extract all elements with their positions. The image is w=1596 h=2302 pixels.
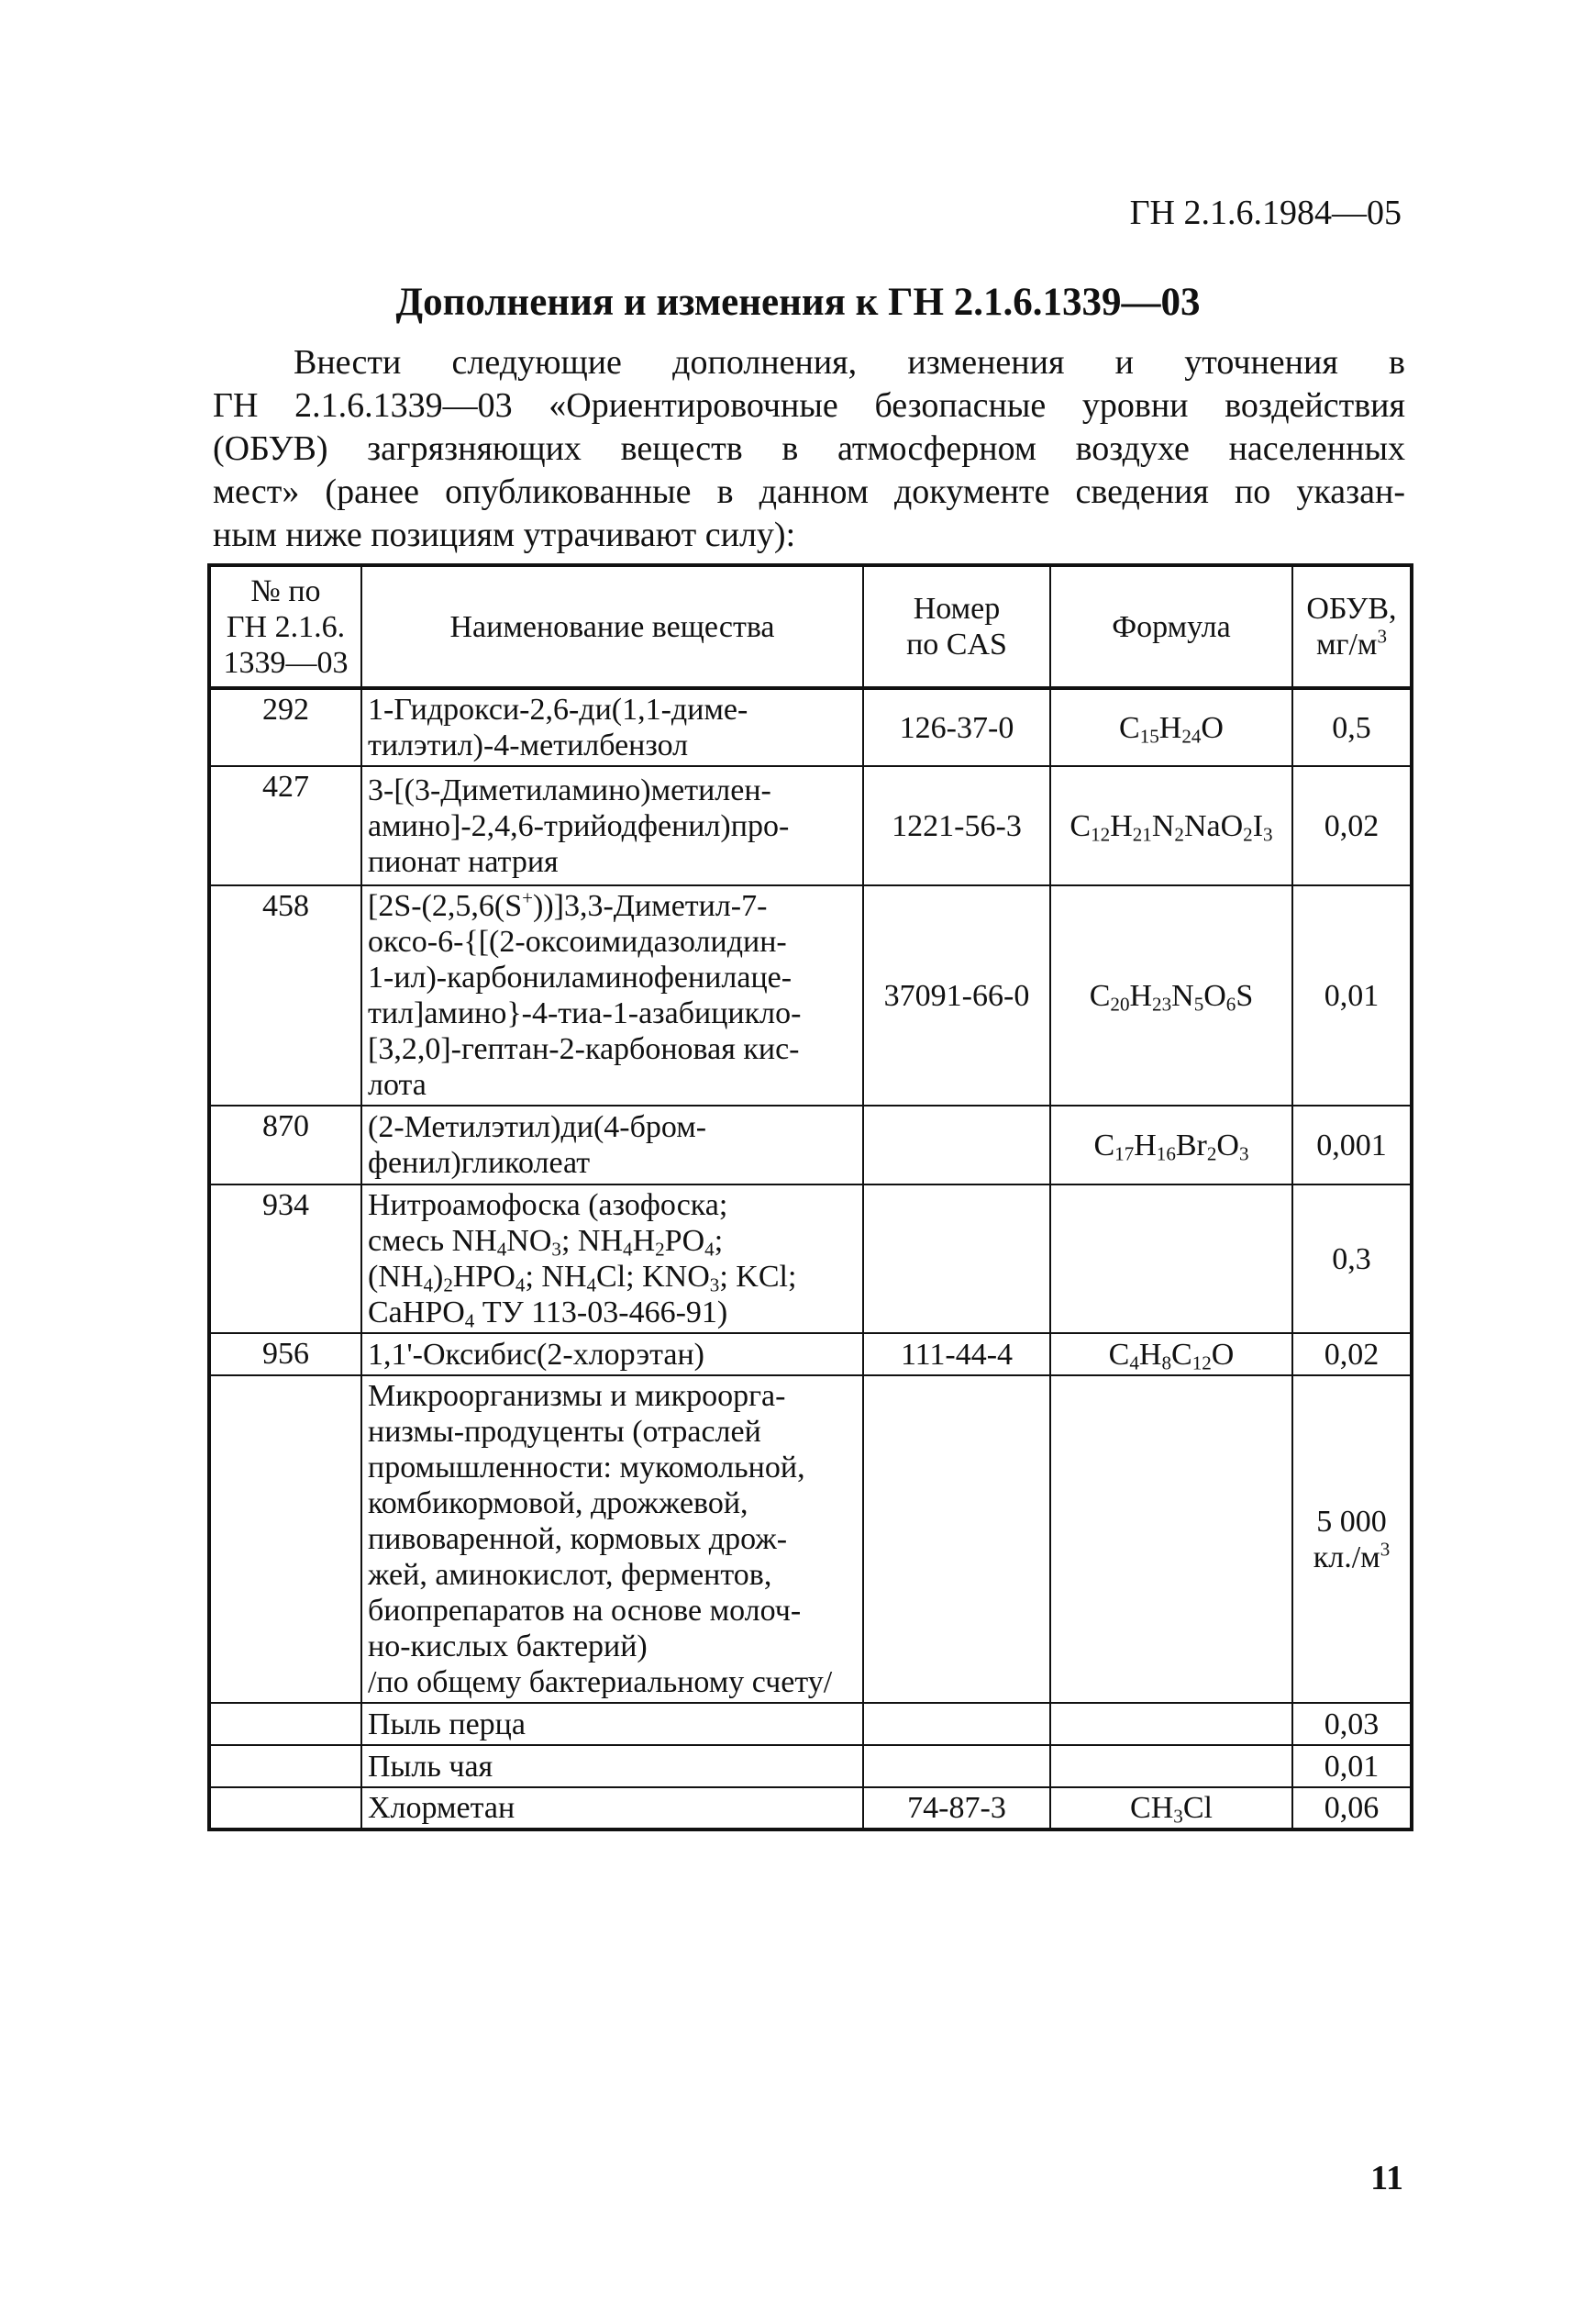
subscript: 4 [623, 1238, 633, 1261]
text-segment: H [1134, 1128, 1157, 1162]
name-line [368, 924, 857, 960]
text-segment: CH [1130, 1791, 1174, 1825]
text-segment: H [1110, 808, 1133, 843]
name-line: /по общему бактериальному счету/ [368, 1665, 833, 1699]
text-segment: кл./м [1313, 1540, 1380, 1574]
cell-cas-number: 111-44-4 [863, 1333, 1050, 1375]
table-row [209, 1703, 1412, 1745]
substances-table [207, 563, 1413, 1831]
cell-number: 427 [209, 766, 361, 885]
text-segment: C [1171, 1337, 1192, 1372]
cell-formula [1050, 1333, 1292, 1375]
text-segment: [3,2,0]-гептан-2-карбоновая кис- [368, 1032, 800, 1066]
cell-substance-name [361, 885, 863, 1106]
table-header-row [209, 565, 1412, 688]
cell-number [209, 1787, 361, 1829]
text-segment: ; NH [560, 1224, 624, 1258]
name-line [368, 1223, 857, 1259]
subscript: 24 [1181, 724, 1202, 747]
superscript: + [522, 886, 533, 909]
cell-obuv: 0,001 [1292, 1106, 1412, 1184]
cell-cas-number: 37091-66-0 [863, 885, 1050, 1106]
header-obuv-unit-text: мг/м [1316, 628, 1378, 662]
table-row [209, 688, 1412, 766]
subscript: 4 [496, 1238, 507, 1261]
cell-formula [1050, 1787, 1292, 1829]
name-line [368, 995, 857, 1031]
text-segment: S [1236, 978, 1254, 1013]
name-line: низмы-продуценты (отраслей [368, 1415, 761, 1449]
cell-formula [1050, 1375, 1292, 1703]
name-line: биопрепаратов на основе молоч- [368, 1594, 802, 1628]
text-segment: H [1138, 1337, 1162, 1372]
text-segment: H [1129, 978, 1153, 1013]
text-segment: C [1089, 978, 1111, 1013]
text-segment: PO [664, 1224, 705, 1258]
header-obuv-unit [1297, 627, 1406, 662]
cell-number: 956 [209, 1333, 361, 1375]
cell-obuv [1292, 1375, 1412, 1703]
subscript: 17 [1114, 1141, 1135, 1164]
cell-number: 870 [209, 1106, 361, 1184]
text-segment: 1-ил)-карбониламинофенилаце- [368, 961, 792, 995]
subscript: 3 [1263, 822, 1273, 845]
subscript: 21 [1132, 822, 1152, 845]
page-number: 11 [1370, 2159, 1403, 2197]
name-line: (2-Метилэтил)ди(4-бром- [368, 1110, 707, 1144]
text-segment: O [1216, 1128, 1239, 1162]
table-row [209, 1745, 1412, 1787]
text-segment: лота [368, 1068, 427, 1102]
name-line [368, 1295, 857, 1330]
header-obuv [1292, 565, 1412, 688]
header-number-line: 1339—03 [223, 645, 349, 680]
text-segment: ТУ 113-03-466-91) [474, 1296, 728, 1329]
cell-cas-number: 126-37-0 [863, 688, 1050, 766]
name-line [368, 1031, 857, 1067]
cell-obuv: 0,01 [1292, 1745, 1412, 1787]
cell-number [209, 1703, 361, 1745]
text-segment: O [1201, 710, 1224, 745]
text-segment: H [1158, 710, 1182, 745]
text-segment: NaO [1183, 808, 1244, 843]
text-segment: N [1151, 808, 1175, 843]
text-segment: тил]амино}-4-тиа-1-азабицикло- [368, 996, 802, 1030]
cell-number [209, 1745, 361, 1787]
subscript: 23 [1152, 992, 1172, 1015]
subscript: 16 [1156, 1141, 1176, 1164]
obuv-line [1299, 1537, 1404, 1575]
cell-cas-number [863, 1703, 1050, 1745]
subscript: 20 [1110, 992, 1130, 1015]
table-body [209, 688, 1412, 1829]
header-name: Наименование вещества [361, 565, 863, 688]
cell-obuv: 0,02 [1292, 1333, 1412, 1375]
subscript: 6 [1225, 992, 1236, 1015]
header-formula: Формула [1050, 565, 1292, 688]
subscript: 3 [551, 1238, 561, 1261]
table-row [209, 1184, 1412, 1333]
cell-number [209, 1375, 361, 1703]
name-line: амино]-2,4,6-трийодфенил)про- [368, 808, 790, 843]
header-number [209, 565, 361, 688]
header-obuv-unit-sup: 3 [1377, 625, 1387, 648]
subscript: 12 [1091, 822, 1111, 845]
header-cas-line: Номер [913, 592, 1001, 626]
header-cas-line: по CAS [906, 628, 1007, 662]
cell-substance-name [361, 1787, 863, 1829]
text-segment: оксо-6-{[(2-оксоимидазолидин- [368, 925, 787, 959]
header-number-line: ГН 2.1.6. [226, 609, 346, 644]
intro-line: мест» (ранее опубликованные в данном документе сведения по указан- [213, 473, 1405, 511]
cell-substance-name [361, 1703, 863, 1745]
cell-formula [1050, 1184, 1292, 1333]
cell-formula [1050, 766, 1292, 885]
text-segment: O [1211, 1337, 1235, 1372]
intro-line: ГН 2.1.6.1339—03 «Ориентировочные безопасные уровни воздействия [213, 386, 1405, 425]
cell-obuv: 0,03 [1292, 1703, 1412, 1745]
name-line: тилэтил)-4-метилбензол [368, 728, 689, 762]
text-segment: H [632, 1224, 656, 1258]
table-row [209, 1333, 1412, 1375]
cell-formula [1050, 1745, 1292, 1787]
text-segment: HPO [452, 1260, 515, 1294]
cell-obuv: 0,01 [1292, 885, 1412, 1106]
name-line: пионат натрия [368, 844, 559, 879]
text-segment: Br [1175, 1128, 1207, 1162]
document-code: ГН 2.1.6.1984—05 [1129, 194, 1402, 232]
superscript: 3 [1380, 1537, 1391, 1560]
subscript: 4 [586, 1273, 597, 1296]
text-segment: Cl; KNO [596, 1260, 710, 1294]
name-line [368, 1187, 857, 1223]
subscript: 15 [1139, 724, 1159, 747]
name-line [368, 1067, 857, 1103]
cell-substance-name [361, 1333, 863, 1375]
name-line [368, 960, 857, 995]
cell-substance-name [361, 1184, 863, 1333]
subscript: 4 [515, 1273, 526, 1296]
text-segment: C [1093, 1128, 1115, 1162]
text-segment: C [1119, 710, 1140, 745]
subscript: 3 [1173, 1805, 1183, 1828]
cell-obuv: 0,5 [1292, 688, 1412, 766]
cell-obuv: 0,06 [1292, 1787, 1412, 1829]
cell-formula [1050, 885, 1292, 1106]
cell-substance-name [361, 1106, 863, 1184]
text-segment: (NH [368, 1260, 424, 1294]
text-segment: ; [714, 1224, 724, 1258]
name-line: комбикормовой, дрожжевой, [368, 1486, 748, 1520]
cell-cas-number [863, 1745, 1050, 1787]
subscript: 2 [443, 1273, 453, 1296]
subscript: 2 [655, 1238, 665, 1261]
subscript: 3 [1238, 1141, 1249, 1164]
table-row [209, 1106, 1412, 1184]
cell-substance-name [361, 766, 863, 885]
text-segment: O [1203, 978, 1226, 1013]
cell-substance-name [361, 688, 863, 766]
cell-cas-number [863, 1184, 1050, 1333]
subscript: 4 [1129, 1351, 1139, 1373]
intro-line: ным ниже позициям утрачивают силу): [213, 516, 796, 554]
text-segment: Нитроамофоска (азофоска; [368, 1188, 728, 1222]
page-title: Дополнения и изменения к ГН 2.1.6.1339—03 [395, 281, 1201, 324]
cell-cas-number [863, 1375, 1050, 1703]
text-segment: NO [506, 1224, 552, 1258]
name-line: 1-Гидрокси-2,6-ди(1,1-диме- [368, 693, 748, 727]
cell-formula [1050, 1106, 1292, 1184]
subscript: 12 [1191, 1351, 1212, 1373]
subscript: 4 [464, 1309, 475, 1332]
name-line [368, 1259, 857, 1295]
name-line: но-кислых бактерий) [368, 1629, 648, 1663]
intro-line: Внести следующие дополнения, изменения и уточнения в [294, 343, 1405, 382]
cell-number: 934 [209, 1184, 361, 1333]
text-segment: [2S-(2,5,6(S [368, 889, 523, 923]
name-line: Хлорметан [368, 1791, 515, 1825]
name-line: Микроорганизмы и микроорга- [368, 1379, 786, 1413]
name-line [368, 888, 857, 924]
cell-substance-name [361, 1375, 863, 1703]
text-segment: смесь NH [368, 1224, 497, 1258]
name-line: жей, аминокислот, ферментов, [368, 1558, 772, 1592]
subscript: 2 [1174, 822, 1184, 845]
text-segment: ; NH [525, 1260, 587, 1294]
cell-substance-name [361, 1745, 863, 1787]
text-segment: I [1252, 808, 1264, 843]
table-row [209, 766, 1412, 885]
subscript: 5 [1193, 992, 1204, 1015]
cell-number: 292 [209, 688, 361, 766]
text-segment: 5 000 [1316, 1504, 1387, 1539]
name-line: 3-[(3-Диметиламино)метилен- [368, 773, 771, 807]
cell-cas-number: 1221-56-3 [863, 766, 1050, 885]
text-segment: C [1108, 1337, 1130, 1372]
intro-line: (ОБУВ) загрязняющих веществ в атмосферном воздухе населенных [213, 429, 1405, 468]
table-row [209, 885, 1412, 1106]
subscript: 8 [1161, 1351, 1171, 1373]
subscript: 4 [423, 1273, 433, 1296]
text-segment: Cl [1182, 1791, 1213, 1825]
cell-formula [1050, 688, 1292, 766]
name-line: Пыль чая [368, 1749, 493, 1784]
text-segment: C [1070, 808, 1092, 843]
name-line: 1,1'-Оксибис(2-хлорэтан) [368, 1337, 704, 1372]
text-segment: CaHPO [368, 1296, 465, 1329]
text-segment: N [1171, 978, 1194, 1013]
text-segment: ; KCl; [719, 1260, 797, 1294]
subscript: 3 [709, 1273, 720, 1296]
text-segment: ) [432, 1260, 444, 1294]
name-line: пивоваренной, кормовых дрож- [368, 1522, 788, 1556]
cell-cas-number [863, 1106, 1050, 1184]
subscript: 2 [1206, 1141, 1217, 1164]
cell-number: 458 [209, 885, 361, 1106]
subscript: 4 [704, 1238, 715, 1261]
text-segment: ))]3,3-Диметил-7- [533, 889, 768, 923]
table-row [209, 1375, 1412, 1703]
cell-obuv: 0,3 [1292, 1184, 1412, 1333]
subscript: 2 [1243, 822, 1253, 845]
name-line: Пыль перца [368, 1707, 526, 1741]
name-line: промышленности: мукомольной, [368, 1451, 805, 1485]
cell-formula [1050, 1703, 1292, 1745]
table-row [209, 1787, 1412, 1829]
intro-paragraph [213, 341, 1405, 557]
obuv-line [1299, 1504, 1404, 1540]
cell-cas-number: 74-87-3 [863, 1787, 1050, 1829]
header-cas [863, 565, 1050, 688]
name-line: фенил)гликолеат [368, 1146, 591, 1180]
cell-obuv: 0,02 [1292, 766, 1412, 885]
header-obuv-line: ОБУВ, [1306, 592, 1397, 626]
header-number-line: № по [250, 573, 321, 608]
